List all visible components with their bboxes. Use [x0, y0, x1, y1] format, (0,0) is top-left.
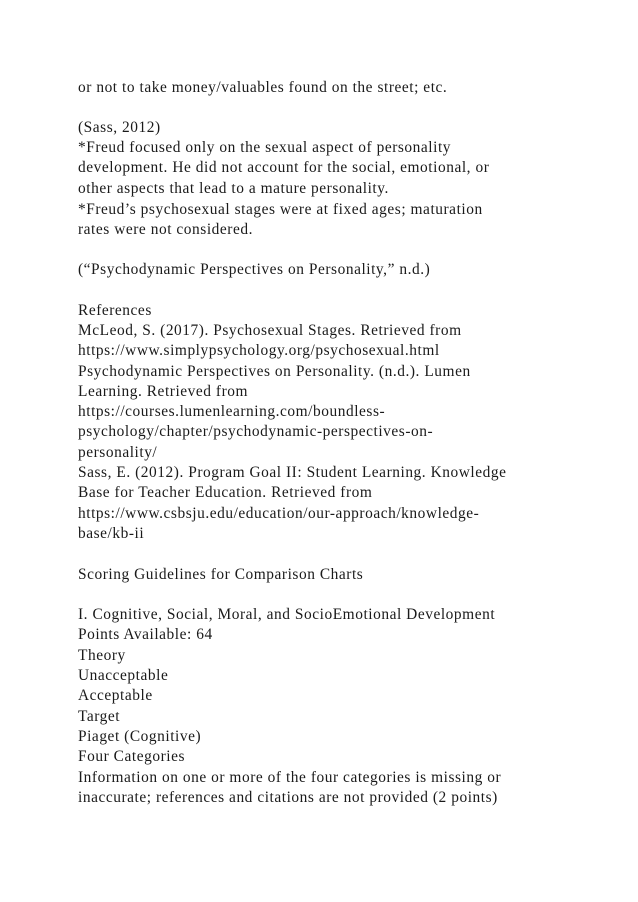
section-title: I. Cognitive, Social, Moral, and SocioEmotional Development [78, 606, 496, 623]
reference-url: https://courses.lumenlearning.com/boundless- [78, 403, 386, 420]
reference-line: Psychodynamic Perspectives on Personality. (n.d.). Lumen [78, 363, 471, 380]
criteria-text: Information on one or more of the four categories is missing or [78, 769, 502, 786]
reference-line: McLeod, S. (2017). Psychosexual Stages. Retrieved from [78, 322, 462, 339]
text-line: *Freud’s psychosexual stages were at fixed ages; maturation [78, 201, 483, 218]
citation-line: (“Psychodynamic Perspectives on Personality,” n.d.) [78, 261, 431, 278]
text-line: or not to take money/valuables found on the street; etc. [78, 79, 448, 96]
category-label: Four Categories [78, 748, 185, 765]
criteria-text: inaccurate; references and citations are not provided (2 points) [78, 789, 498, 806]
table-header-target: Target [78, 708, 121, 725]
references-heading: References [78, 302, 152, 319]
reference-url: base/kb-ii [78, 525, 145, 542]
text-line: other aspects that lead to a mature personality. [78, 180, 389, 197]
reference-line: Base for Teacher Education. Retrieved from [78, 484, 373, 501]
reference-url: psychology/chapter/psychodynamic-perspectives-on- [78, 423, 434, 440]
table-header-acceptable: Acceptable [78, 687, 153, 704]
text-line: *Freud focused only on the sexual aspect of personality [78, 139, 452, 156]
reference-url: https://www.csbsju.edu/education/our-approach/knowledge- [78, 505, 480, 522]
table-header-unacceptable: Unacceptable [78, 667, 169, 684]
points-available: Points Available: 64 [78, 626, 213, 643]
reference-url: personality/ [78, 444, 158, 461]
table-header-theory: Theory [78, 647, 126, 664]
theory-name: Piaget (Cognitive) [78, 728, 202, 745]
section-heading: Scoring Guidelines for Comparison Charts [78, 566, 364, 583]
reference-url: https://www.simplypsychology.org/psychosexual.html [78, 342, 440, 359]
text-line: development. He did not account for the social, emotional, or [78, 159, 490, 176]
citation-line: (Sass, 2012) [78, 119, 161, 136]
reference-line: Sass, E. (2012). Program Goal II: Student Learning. Knowledge [78, 464, 507, 481]
text-line: rates were not considered. [78, 221, 253, 238]
reference-line: Learning. Retrieved from [78, 383, 249, 400]
